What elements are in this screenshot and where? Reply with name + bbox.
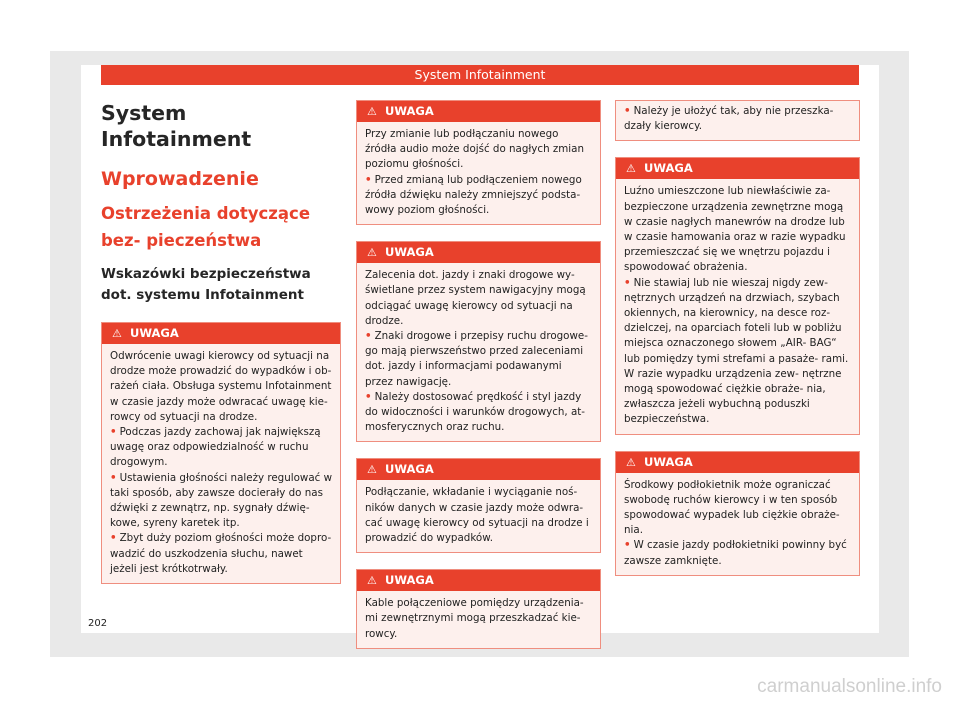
bullet-icon: • bbox=[110, 532, 117, 545]
bullet-text: Ustawienia głośności należy regulować w taki sposób, aby zawsze docierały do nas dźwięki z zewnątrz, np. sygnały dźwię- kowe, syreny karetek itp. bbox=[110, 471, 332, 530]
warning-header bbox=[616, 158, 859, 179]
bullet-icon: • bbox=[365, 330, 372, 343]
page-number: 202 bbox=[88, 618, 108, 629]
warning-box bbox=[356, 569, 601, 649]
warning-body bbox=[102, 344, 340, 583]
warning-body bbox=[357, 480, 600, 552]
warning-header bbox=[357, 459, 600, 480]
bullet-text: Zbyt duży poziom głośności może dopro- wadzić do uszkodzenia słuchu, nawet jeżeli jest krótkotrwały. bbox=[110, 532, 332, 575]
warning-box bbox=[101, 322, 341, 584]
warning-label: UWAGA bbox=[385, 104, 434, 118]
watermark: carmanualsonline.info bbox=[757, 676, 942, 697]
bullet-icon: • bbox=[624, 539, 631, 552]
warning-bullet bbox=[110, 425, 332, 471]
bullet-icon: • bbox=[365, 173, 372, 186]
subsection-title: Ostrzeżenia dotyczące bez- pieczeństwa bbox=[101, 204, 311, 250]
warning-bullet bbox=[110, 531, 332, 577]
warning-text: Odwrócenie uwagi kierowcy od sytuacji na drodze może prowadzić do wypadków i ob- rażeń ciała. Obsługa systemu Infotainment w czasie jazdy może odwracać uwagę kie- rowcy od sytuacji na drodze. bbox=[110, 350, 332, 423]
bullet-text: Należy dostosować prędkość i styl jazdy do widoczności i warunków drogowych, at- mosferycznych oraz ruchu. bbox=[365, 390, 586, 434]
warning-triangle-icon: ⚠ bbox=[626, 455, 636, 469]
chapter-title: System Infotainment bbox=[101, 101, 252, 151]
warning-text: Zalecenia dot. jazdy i znaki drogowe wy- świetlane przez system nawigacyjny mogą odciągać uwagę kierowcy od sytuacji na drodze. bbox=[365, 269, 586, 327]
warning-triangle-icon: ⚠ bbox=[367, 105, 377, 118]
warning-box bbox=[615, 451, 860, 576]
warning-bullet bbox=[365, 329, 592, 390]
section-title: Wprowadzenie bbox=[101, 168, 259, 190]
warning-label: UWAGA bbox=[644, 161, 693, 176]
warning-box bbox=[356, 100, 601, 225]
warning-box bbox=[356, 241, 601, 442]
bullet-text: Należy je ułożyć tak, aby nie przeszka- dzały kierowcy. bbox=[624, 105, 834, 133]
warning-triangle-icon: ⚠ bbox=[626, 162, 636, 176]
warning-text: Luźno umieszczone lub niewłaściwie za- bezpieczone urządzenia zewnętrzne mogą w czasie nagłych manewrów na drodze lub w czasie hamowania oraz w razie wypadku przemieszczać się we wnętrzu pojazdu i spowodować obrażenia. bbox=[624, 185, 846, 274]
warning-header bbox=[357, 570, 600, 591]
bullet-text: Znaki drogowe i przepisy ruchu drogowe- go mają pierwszeństwo przed zaleceniami dot. jazdy i informacjami podawanymi przez nawigację. bbox=[365, 330, 588, 388]
warning-label: UWAGA bbox=[385, 573, 434, 588]
bullet-icon: • bbox=[365, 390, 372, 403]
warning-label: UWAGA bbox=[385, 245, 434, 260]
column-1 bbox=[101, 100, 341, 600]
bullet-text: Podczas jazdy zachowaj jak największą uwagę oraz odpowiedzialność w ruchu drogowym. bbox=[110, 426, 321, 469]
warning-body bbox=[357, 122, 600, 224]
warning-triangle-icon: ⚠ bbox=[112, 327, 122, 340]
warning-bullet bbox=[624, 104, 851, 134]
topic-title: Wskazówki bezpieczeństwa dot. systemu Infotainment bbox=[101, 266, 311, 303]
warning-bullet bbox=[365, 173, 592, 219]
bullet-text: W czasie jazdy podłokietniki powinny być zawsze zamknięte. bbox=[624, 539, 847, 567]
bullet-text: Nie stawiaj lub nie wieszaj nigdy zew- nętrznych urządzeń na drzwiach, szybach okiennych, na kierownicy, na desce roz- dzielczej, na oparciach foteli lub w pobliżu miejsca oznaczonego słowem „AIR- BAG“ lub pomiędzy tymi strefami a pasaże- rami. W razie wypadku urządzenia zew- nętrzne mogą spowodować ciężkie obraże- nia, zwłaszcza jeżeli wybuchną poduszki bezpieczeństwa. bbox=[624, 276, 849, 426]
warning-triangle-icon: ⚠ bbox=[367, 574, 377, 588]
warning-header bbox=[357, 242, 600, 263]
column-3 bbox=[615, 100, 860, 592]
warning-continuation-box bbox=[615, 100, 860, 141]
warning-box bbox=[356, 458, 601, 553]
warning-bullet bbox=[624, 538, 851, 568]
warning-bullet bbox=[110, 471, 332, 532]
warning-body bbox=[357, 591, 600, 648]
warning-header bbox=[102, 323, 340, 344]
warning-triangle-icon: ⚠ bbox=[367, 246, 377, 260]
warning-label: UWAGA bbox=[644, 454, 693, 469]
warning-triangle-icon: ⚠ bbox=[367, 463, 377, 477]
warning-body bbox=[616, 473, 859, 575]
warning-body bbox=[357, 263, 600, 441]
warning-header bbox=[616, 452, 859, 473]
warning-text: Podłączanie, wkładanie i wyciąganie noś- ników danych w czasie jazdy może odwra- cać uwagę kierowcy od sytuacji na drodze i prowadzić do wypadków. bbox=[365, 486, 589, 545]
warning-text: Przy zmianie lub podłączaniu nowego źródła audio może dojść do nagłych zmian poziomu głośności. bbox=[365, 128, 584, 171]
warning-text: Kable połączeniowe pomiędzy urządzenia- mi zewnętrznymi mogą przeszkadzać kie- rowcy. bbox=[365, 597, 584, 640]
bullet-icon: • bbox=[624, 105, 631, 117]
warning-bullet bbox=[624, 276, 851, 428]
warning-box bbox=[615, 157, 860, 434]
warning-body bbox=[616, 179, 859, 433]
warning-text: Środkowy podłokietnik może ograniczać swobodę ruchów kierowcy i w ten sposób spowodować wypadek lub ciężkie obraże- nia. bbox=[624, 478, 840, 537]
column-2 bbox=[356, 100, 601, 665]
warning-bullet bbox=[365, 390, 592, 436]
warning-label: UWAGA bbox=[130, 326, 179, 340]
warning-label: UWAGA bbox=[385, 462, 434, 477]
bullet-icon: • bbox=[110, 426, 117, 439]
bullet-icon: • bbox=[624, 276, 631, 289]
bullet-text: Przed zmianą lub podłączeniem nowego źródła dźwięku należy zmniejszyć podsta- wowy poziom głośności. bbox=[365, 173, 582, 217]
running-header: System Infotainment bbox=[101, 65, 859, 85]
warning-header bbox=[357, 101, 600, 122]
bullet-icon: • bbox=[110, 471, 117, 484]
